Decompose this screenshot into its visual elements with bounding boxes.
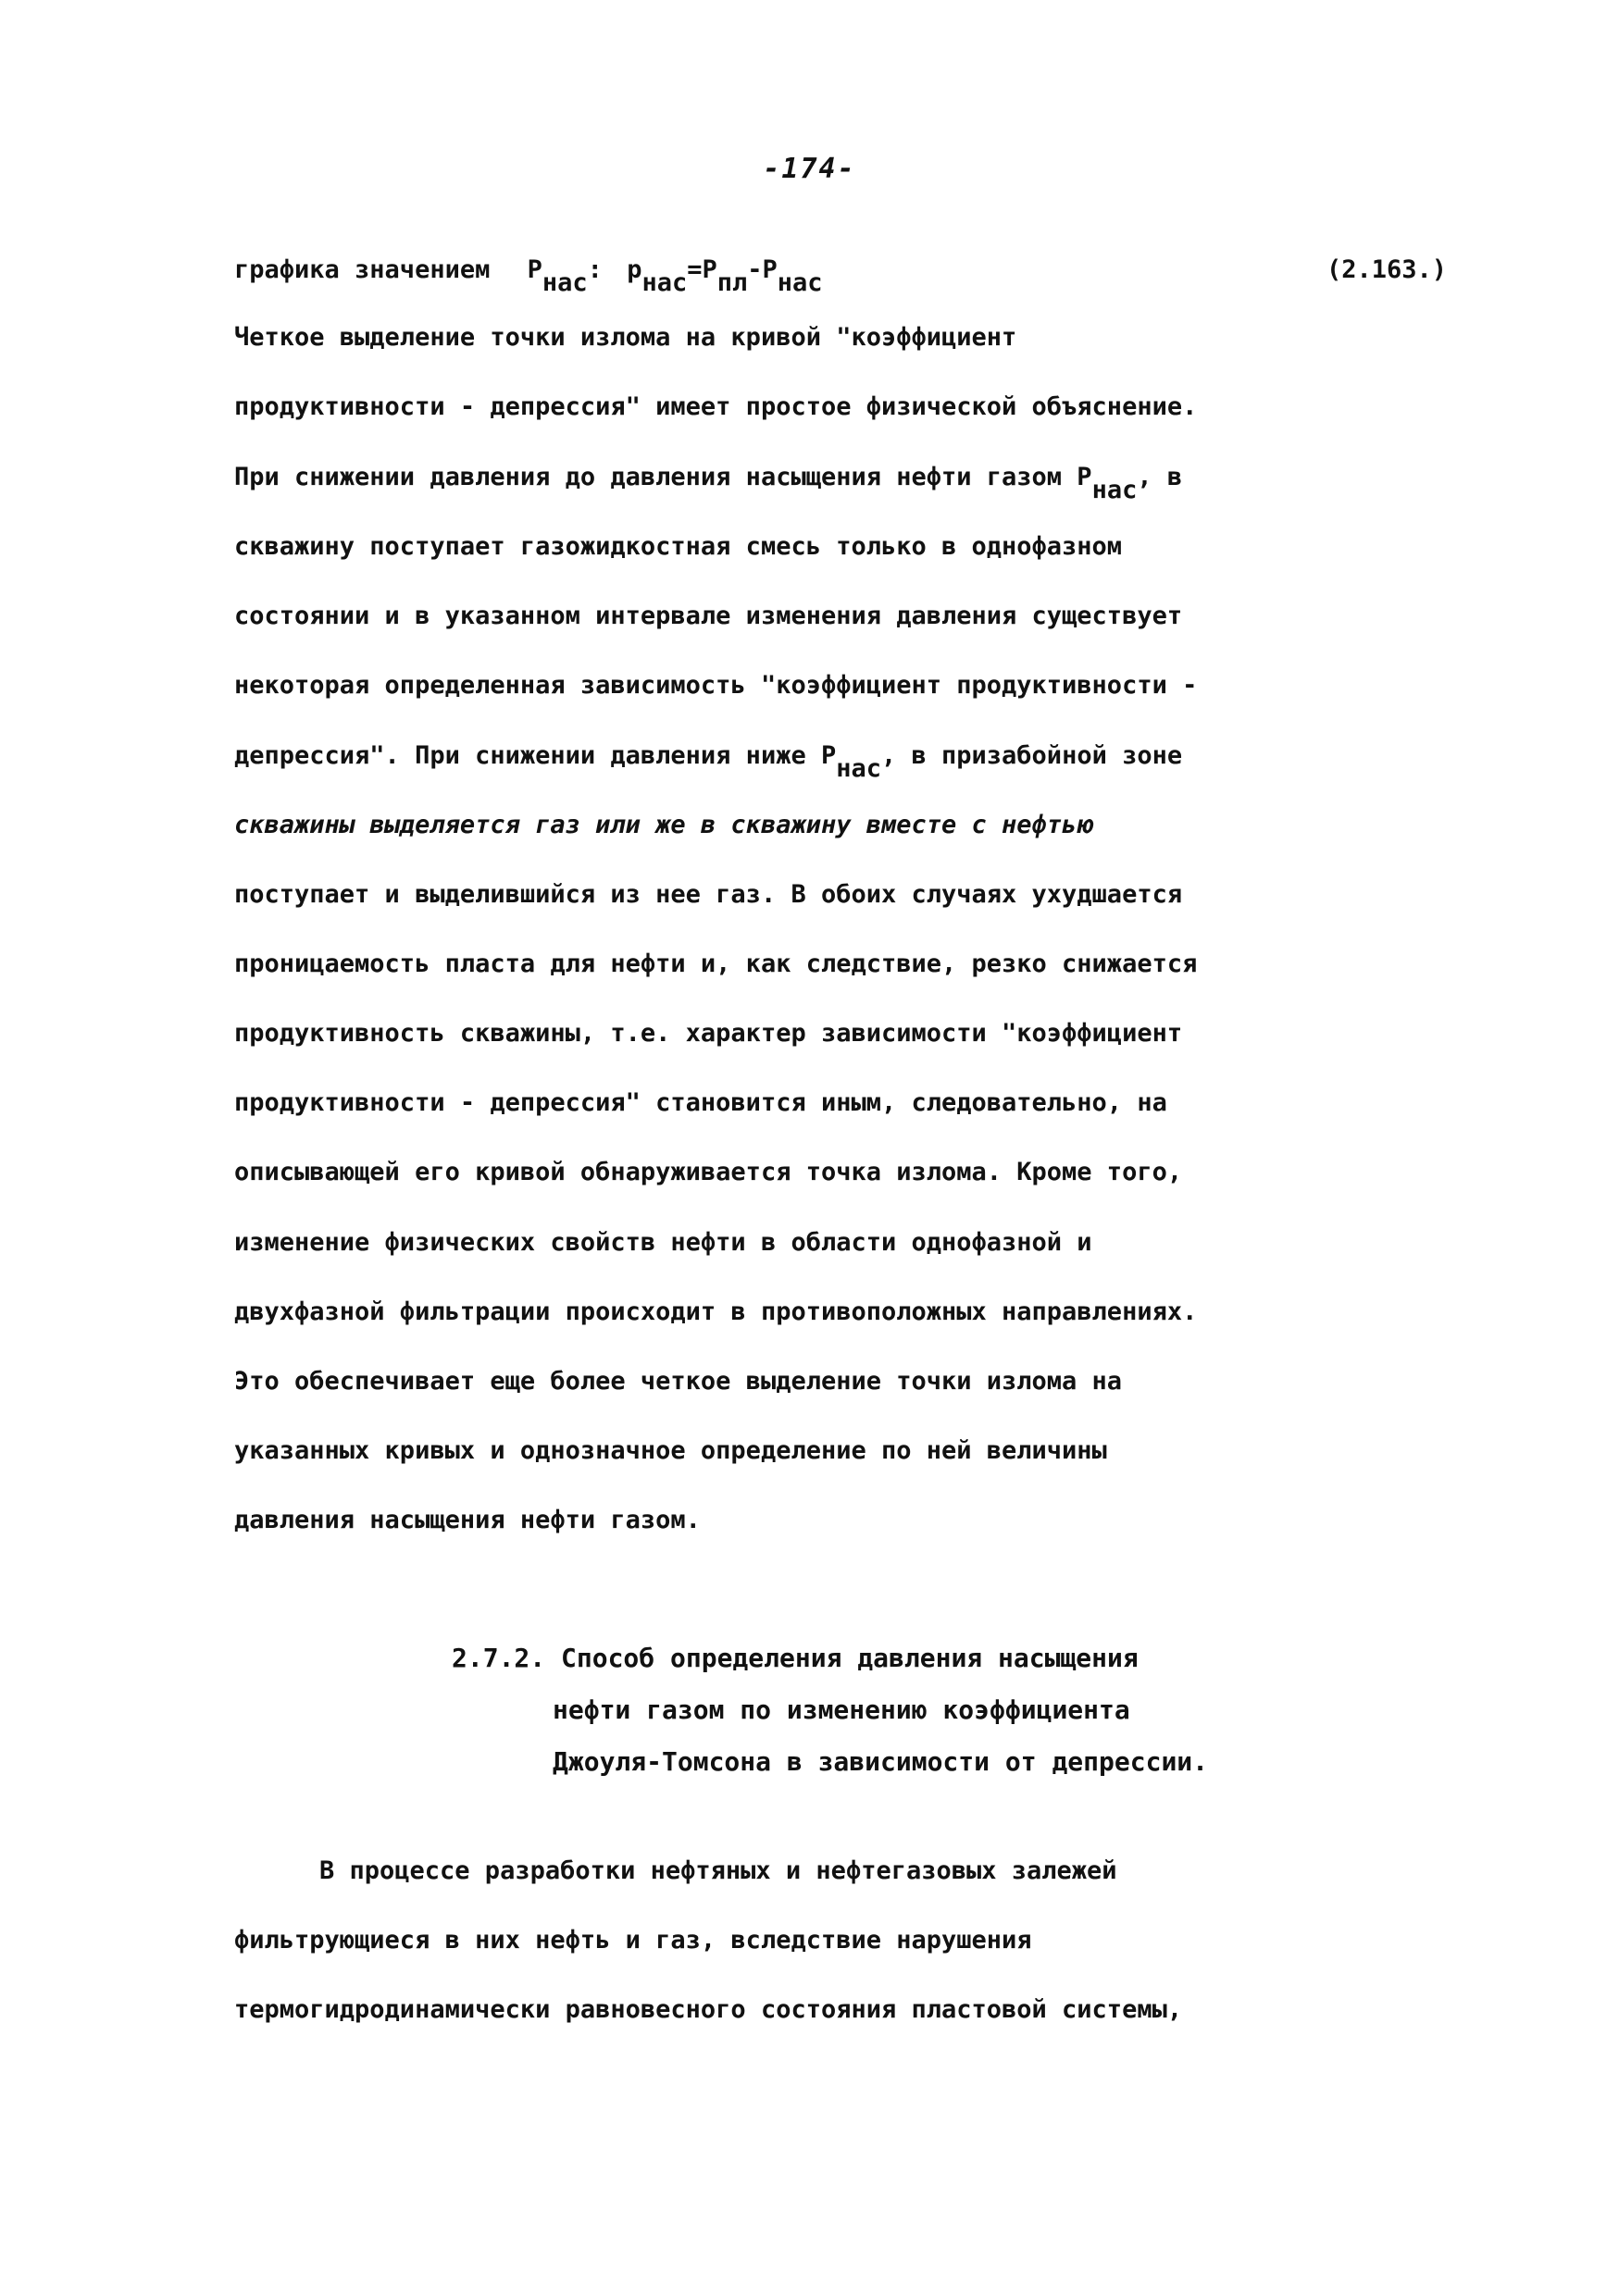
- formula-subscript: нас: [542, 268, 588, 297]
- paragraph-line: продуктивность скважины, т.е. характер зависимости "коэффициент: [234, 1019, 1183, 1048]
- section-heading-line: 2.7.2. Способ определения давления насыщения: [452, 1643, 1139, 1673]
- paragraph-line: фильтрующиеся в них нефть и газ, вследствие нарушения: [234, 1926, 1032, 1955]
- paragraph-line: В процессе разработки нефтяных и нефтегазовых залежей: [319, 1856, 1117, 1885]
- section-heading-line: нефти газом по изменению коэффициента: [553, 1694, 1130, 1725]
- paragraph-line-with-subscript: [234, 736, 1421, 783]
- paragraph-line: описывающей его кривой обнаруживается точка излома. Кроме того,: [234, 1158, 1183, 1186]
- paragraph-line: некоторая определенная зависимость "коэффициент продуктивности -: [234, 671, 1198, 700]
- paragraph-line: двухфазной фильтрации происходит в противоположных направлениях.: [234, 1297, 1198, 1326]
- paragraph-line: скважину поступает газожидкостная смесь только в однофазном: [234, 532, 1123, 561]
- formula-lead-text: графика значением: [234, 255, 491, 284]
- subscript: нас: [1091, 476, 1138, 504]
- formula-subscript: нас: [777, 268, 823, 297]
- paragraph-line: проницаемость пласта для нефти и, как следствие, резко снижается: [234, 949, 1198, 978]
- formula-p-symbol: P: [527, 255, 542, 284]
- paragraph-line-tail: , в призабойной зоне: [881, 741, 1183, 770]
- page-number: -174-: [763, 153, 856, 185]
- formula-line: [234, 250, 1448, 297]
- formula-equals: =P: [687, 255, 717, 284]
- subscript: нас: [836, 754, 881, 783]
- paragraph-line: продуктивности - депрессия" становится иным, следовательно, на: [234, 1088, 1167, 1117]
- paragraph-line: скважины выделяется газ или же в скважину вместе с нефтью: [234, 811, 1092, 839]
- paragraph-line: давления насыщения нефти газом.: [234, 1506, 701, 1534]
- formula-minus: -P: [747, 255, 778, 284]
- section-heading-line: Джоуля-Томсона в зависимости от депрессии.: [553, 1746, 1209, 1777]
- paragraph-line: продуктивности - депрессия" имеет простое физической объяснение.: [234, 392, 1198, 421]
- formula-p-symbol: p: [627, 255, 642, 284]
- paragraph-line-with-subscript: [234, 457, 1421, 504]
- paragraph-line: указанных кривых и однозначное определение по ней величины: [234, 1436, 1107, 1465]
- paragraph-line: термогидродинамически равновесного состояния пластовой системы,: [234, 1995, 1183, 2024]
- formula-colon: :: [587, 255, 603, 284]
- paragraph-line-text: При снижении давления до давления насыщения нефти газом P: [234, 463, 1092, 491]
- paragraph-line: Это обеспечивает еще более четкое выделение точки излома на: [234, 1367, 1123, 1396]
- paragraph-line: состоянии и в указанном интервале изменения давления существует: [234, 602, 1183, 630]
- paragraph-line: Четкое выделение точки излома на кривой "коэффициент: [234, 323, 1017, 352]
- paragraph-line-text: депрессия". При снижении давления ниже P: [234, 741, 837, 770]
- formula-subscript: нас: [641, 268, 688, 297]
- paragraph-line-tail: , в: [1137, 463, 1183, 491]
- equation-number: (2.163.): [1326, 255, 1448, 284]
- paragraph-line: изменение физических свойств нефти в области однофазной и: [234, 1228, 1092, 1257]
- paragraph-line: поступает и выделившийся из нее газ. В обоих случаях ухудшается: [234, 880, 1183, 909]
- formula-subscript: пл: [716, 268, 748, 297]
